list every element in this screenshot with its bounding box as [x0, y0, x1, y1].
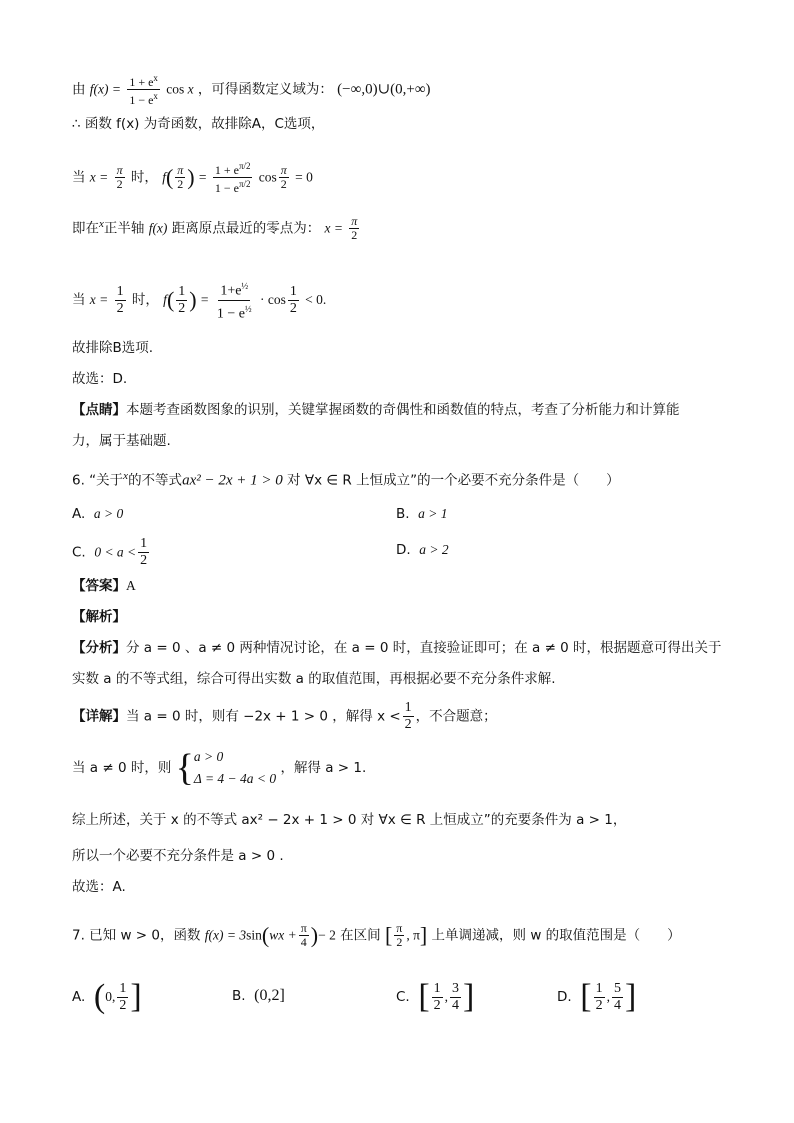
q6-analysis-2: 实数 a 的不等式组，综合可得出实数 a 的取值范围，再根据必要不充分条件求解.	[72, 671, 556, 687]
result: = 0	[295, 169, 313, 185]
comment-line	[72, 400, 680, 420]
exclude-b-line: 故排除B选项.	[72, 340, 154, 356]
choose-d-line: 故选：D.	[72, 371, 128, 387]
q6-conclusion: 综上所述，关于 x 的不等式 ax² − 2x + 1 > 0 对 ∀x ∈ R 上恒成立”的充要条件为 a > 1，	[72, 812, 627, 828]
text: 7. 已知 w > 0，函数	[72, 927, 201, 944]
q6-answer	[72, 576, 136, 596]
label: C.	[396, 989, 410, 1005]
text: 当	[72, 292, 86, 309]
text: ，可得函数定义域为：	[197, 81, 333, 98]
label: B.	[396, 506, 410, 522]
q6-detail: 【详解】当 a = 0 时，则有 −2x + 1 > 0 ，解得 x < $\frac{1}{2}$ ，不合题意；	[72, 700, 497, 732]
text: 6. “关于	[72, 472, 124, 489]
half-check-line: 当 x = $\frac{1}{2}$ 时， f( $\frac{1}{2}$ ) = $\frac{1+e^{\frac{1}{2}}}{1 - e^{\frac{1}{2}}}$ · cos $\frac{1}{2}$ < 0.	[72, 278, 326, 322]
system-row: Δ = 4 − 4a < 0	[193, 771, 277, 786]
label: D.	[557, 989, 572, 1005]
detail-tag: 【详解】	[72, 708, 126, 725]
comment-tag: 【点睛】	[72, 402, 126, 418]
inequality: ax² − 2x + 1 > 0	[182, 472, 283, 489]
value: (0,2]	[254, 987, 285, 1004]
q7-option-a[interactable]: A. (0, $\frac{1}{2}$ ]	[72, 978, 142, 1015]
text: 分 a = 0 、a ≠ 0 两种情况讨论，在 a = 0 时，直接验证即可；在 a ≠ 0 时，根据题意可得出关于	[126, 640, 722, 656]
value: a > 2	[419, 542, 449, 557]
text: 正半轴	[103, 220, 145, 237]
text: 上单调递减，则 w 的取值范围是（ ）	[431, 927, 681, 944]
q6-stem: 6. “关于$^x$的不等式ax² − 2x + 1 > 0 对 ∀x ∈ R 上恒成立”的一个必要不充分条件是（ ）	[72, 470, 620, 489]
label: B.	[232, 988, 246, 1004]
q6-option-a[interactable]	[72, 504, 123, 524]
q6-option-d[interactable]	[396, 540, 449, 560]
q6-jiexi-tag	[72, 607, 126, 627]
text: 的不等式	[128, 472, 183, 489]
label: C.	[72, 544, 86, 561]
system-row: a > 0	[193, 749, 224, 764]
domain-value: (−∞,0)∪(0,+∞)	[337, 81, 431, 98]
nearest-zero-line: 即在$^x$正半轴 f(x) 距离原点最近的零点为： x = $\frac{\pi}{2}$	[72, 214, 358, 242]
domain-line: 由 f(x) = $\frac{1 + e^x}{1 - e^x}$ cos x ，可得函数定义域为： (−∞,0)∪(0,+∞)	[72, 73, 431, 107]
zero-check-line: 当 x = $\frac{\pi}{2}$ 时， f( $\frac{\pi}{2}$ ) = $\frac{1 + e^{\pi/2}}{1 - e^{\pi/2}}$ cos $\frac{\pi}{2}$ = 0	[72, 161, 313, 195]
label: A.	[72, 506, 86, 522]
q7-option-b[interactable]	[232, 986, 285, 1006]
text: 即在	[72, 220, 99, 237]
analysis-tag: 【分析】	[72, 640, 126, 656]
fraction: $\frac{1 + e^x}{1 - e^x}$	[129, 73, 158, 107]
value: a > 1	[418, 506, 448, 521]
answer-tag: 【答案】	[72, 578, 126, 594]
inequality-system	[194, 746, 276, 790]
q7-option-d[interactable]: D. [ $\frac{1}{2}$ , $\frac{5}{4}$ ]	[557, 978, 637, 1015]
text: 本题考查函数图象的识别，关键掌握函数的奇偶性和函数值的特点，考查了分析能力和计算能	[126, 402, 680, 418]
value: 0 < a <	[94, 544, 137, 560]
text: 当	[72, 169, 86, 186]
q6-final: 故选：A.	[72, 879, 126, 895]
q6-option-c[interactable]: C. 0 < a < $\frac{1}{2}$	[72, 536, 148, 568]
text: 时，	[130, 169, 158, 186]
label: D.	[396, 542, 411, 558]
q7-option-c[interactable]: C. [ $\frac{1}{2}$ , $\frac{3}{4}$ ]	[396, 978, 475, 1015]
text: ，不合题意；	[415, 708, 497, 725]
answer-value: A	[126, 578, 136, 593]
text: 由	[72, 81, 86, 98]
q6-option-b[interactable]	[396, 504, 448, 524]
text: 时，	[131, 292, 159, 309]
text: 【解析】	[72, 609, 126, 625]
text: 当 a = 0 时，则有 −2x + 1 > 0 ，解得 x <	[126, 708, 401, 725]
result: < 0.	[305, 292, 327, 308]
q6-analysis	[72, 638, 722, 658]
text: 在区间	[340, 927, 381, 944]
function-def: f(x) =	[89, 81, 122, 97]
odd-function-line: ∴ 函数 f(x) 为奇函数，故排除A，C选项，	[72, 116, 325, 132]
comment-line-2: 力，属于基础题.	[72, 433, 171, 449]
value: a > 0	[93, 506, 124, 521]
text: 距离原点最近的零点为：	[171, 220, 321, 237]
text: 当 a ≠ 0 时，则	[72, 760, 172, 776]
label: A.	[72, 989, 86, 1005]
q6-case2: 当 a ≠ 0 时，则 { a > 0 Δ = 4 − 4a < 0 ，解得 a > 1.	[72, 747, 367, 789]
text: ，解得 a > 1.	[280, 760, 367, 776]
q6-conclusion-2: 所以一个必要不充分条件是 a > 0 .	[72, 848, 284, 864]
text: 对 ∀x ∈ R 上恒成立”的一个必要不充分条件是（ ）	[287, 472, 620, 489]
q7-stem: 7. 已知 w > 0，函数 f(x) = 3sin(wx + $\frac{\pi}{4}$ )− 2 在区间 [ $\frac{\pi}{2}$ , π] 上单调递减，则 w 的取值范围是（ ）	[72, 921, 681, 949]
